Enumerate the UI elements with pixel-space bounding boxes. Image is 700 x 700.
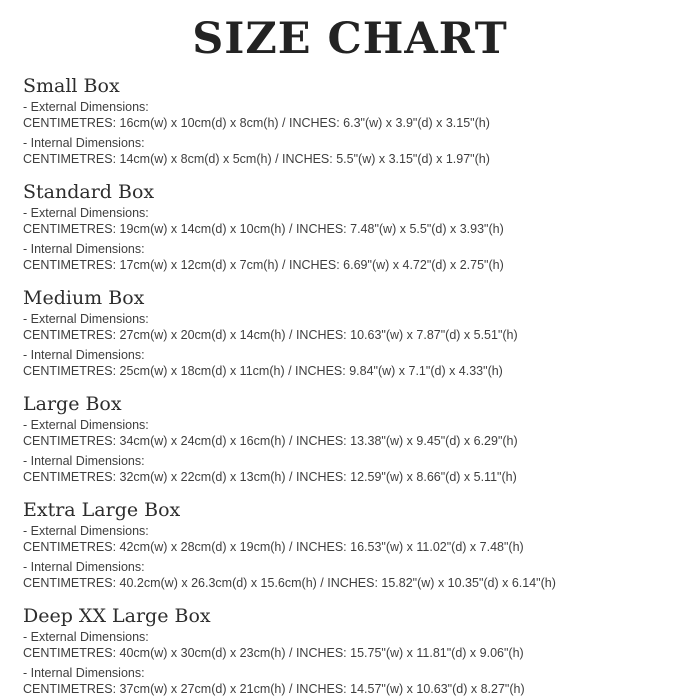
internal-dimensions-value: CENTIMETRES: 40.2cm(w) x 26.3cm(d) x 15.6cm(h) / INCHES: 15.82"(w) x 10.35"(d) x 6.14"(h): [23, 576, 556, 591]
section-standard-box: [23, 181, 677, 273]
section-heading: Deep XX Large Box: [23, 605, 211, 628]
section-small-box: [23, 75, 677, 167]
section-deep-xx-large-box: [23, 605, 677, 697]
external-dimensions-label: - External Dimensions:: [23, 524, 149, 539]
external-dimensions-value: CENTIMETRES: 42cm(w) x 28cm(d) x 19cm(h) / INCHES: 16.53"(w) x 11.02"(d) x 7.48"(h): [23, 540, 524, 555]
internal-dimensions-label: - Internal Dimensions:: [23, 666, 145, 681]
external-dimensions-label: - External Dimensions:: [23, 418, 149, 433]
section-medium-box: [23, 287, 677, 379]
section-heading: Standard Box: [23, 181, 155, 204]
internal-dimensions-label: - Internal Dimensions:: [23, 136, 145, 151]
section-extra-large-box: [23, 499, 677, 591]
external-dimensions-label: - External Dimensions:: [23, 206, 149, 221]
external-dimensions-label: - External Dimensions:: [23, 630, 149, 645]
internal-dimensions-value: CENTIMETRES: 32cm(w) x 22cm(d) x 13cm(h) / INCHES: 12.59"(w) x 8.66"(d) x 5.11"(h): [23, 470, 517, 485]
section-heading: Medium Box: [23, 287, 145, 310]
external-dimensions-value: CENTIMETRES: 34cm(w) x 24cm(d) x 16cm(h) / INCHES: 13.38"(w) x 9.45"(d) x 6.29"(h): [23, 434, 518, 449]
internal-dimensions-value: CENTIMETRES: 14cm(w) x 8cm(d) x 5cm(h) / INCHES: 5.5"(w) x 3.15"(d) x 1.97"(h): [23, 152, 490, 167]
external-dimensions-label: - External Dimensions:: [23, 100, 149, 115]
internal-dimensions-label: - Internal Dimensions:: [23, 454, 145, 469]
internal-dimensions-value: CENTIMETRES: 25cm(w) x 18cm(d) x 11cm(h) / INCHES: 9.84"(w) x 7.1"(d) x 4.33"(h): [23, 364, 503, 379]
page-title: SIZE CHART: [192, 14, 508, 64]
internal-dimensions-value: CENTIMETRES: 17cm(w) x 12cm(d) x 7cm(h) / INCHES: 6.69"(w) x 4.72"(d) x 2.75"(h): [23, 258, 504, 273]
external-dimensions-label: - External Dimensions:: [23, 312, 149, 327]
external-dimensions-value: CENTIMETRES: 40cm(w) x 30cm(d) x 23cm(h) / INCHES: 15.75"(w) x 11.81"(d) x 9.06"(h): [23, 646, 524, 661]
section-heading: Large Box: [23, 393, 122, 416]
internal-dimensions-label: - Internal Dimensions:: [23, 348, 145, 363]
section-large-box: [23, 393, 677, 485]
external-dimensions-value: CENTIMETRES: 16cm(w) x 10cm(d) x 8cm(h) / INCHES: 6.3"(w) x 3.9"(d) x 3.15"(h): [23, 116, 490, 131]
internal-dimensions-label: - Internal Dimensions:: [23, 242, 145, 257]
external-dimensions-value: CENTIMETRES: 27cm(w) x 20cm(d) x 14cm(h) / INCHES: 10.63"(w) x 7.87"(d) x 5.51"(h): [23, 328, 518, 343]
section-heading: Small Box: [23, 75, 120, 98]
external-dimensions-value: CENTIMETRES: 19cm(w) x 14cm(d) x 10cm(h) / INCHES: 7.48"(w) x 5.5"(d) x 3.93"(h): [23, 222, 504, 237]
section-heading: Extra Large Box: [23, 499, 181, 522]
internal-dimensions-label: - Internal Dimensions:: [23, 560, 145, 575]
internal-dimensions-value: CENTIMETRES: 37cm(w) x 27cm(d) x 21cm(h) / INCHES: 14.57"(w) x 10.63"(d) x 8.27"(h): [23, 682, 525, 697]
